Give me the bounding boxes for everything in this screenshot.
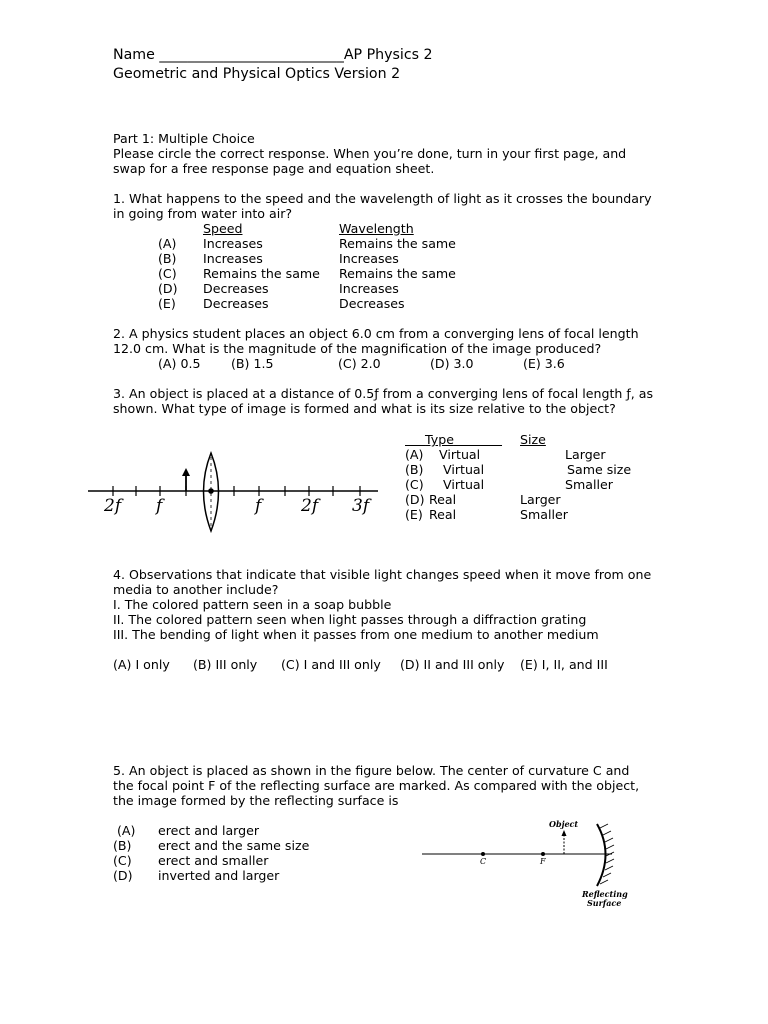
mirror-hatch (606, 859, 614, 863)
q1-option-wavelength: Decreases (339, 296, 405, 311)
page-title: Geometric and Physical Optics Version 2 (113, 66, 401, 82)
q1-header-wavelength: Wavelength (339, 221, 414, 236)
q4-text-line2: media to another include? (113, 582, 279, 597)
focal-point-dot (541, 852, 545, 856)
q3-header-size: Size (520, 432, 546, 447)
q1-option-letter[interactable]: (E) (158, 296, 176, 311)
q3-option-type: Real (429, 492, 457, 507)
surface-label-line2: Surface (587, 898, 622, 908)
mirror-diagram (422, 822, 622, 892)
course-label: AP Physics 2 (343, 47, 433, 63)
q1-option-speed: Decreases (203, 281, 269, 296)
instructions-line1: Please circle the correct response. When you’re done, turn in your first page, and (113, 146, 627, 161)
part1-heading: Part 1: Multiple Choice (113, 131, 255, 146)
q5-option-text: erect and the same size (158, 838, 310, 853)
q1-option-speed: Remains the same (203, 266, 320, 281)
object-arrow-head (562, 830, 567, 836)
label-3f-right: 3f (352, 496, 370, 516)
q5-option-letter[interactable]: (C) (113, 853, 132, 868)
q1-header-speed: Speed (203, 221, 243, 236)
name-label: Name (113, 47, 155, 63)
q1-option-speed: Increases (203, 236, 263, 251)
lens-center-dot (208, 488, 214, 494)
q3-option-type: Virtual (439, 447, 481, 462)
q3-option-type: Virtual (443, 462, 485, 477)
q4-choice-a[interactable]: (A) I only (113, 657, 170, 672)
label-2f-right: 2f (301, 496, 319, 516)
q4-statement-3: III. The bending of light when it passes from one medium to another medium (113, 627, 599, 642)
q1-text-line1: 1. What happens to the speed and the wavelength of light as it crosses the boundary (113, 191, 652, 206)
center-of-curvature-dot (481, 852, 485, 856)
q3-option-type: Real (429, 507, 457, 522)
q3-option-type: Virtual (443, 477, 485, 492)
q1-option-wavelength: Increases (339, 251, 399, 266)
name-line (113, 46, 433, 64)
q3-text-line1: 3. An object is placed at a distance of 0.5ƒ from a converging lens of focal length ƒ, as (113, 386, 654, 401)
label-2f-left: 2f (104, 496, 122, 516)
name-blank[interactable]: __________________________ (159, 47, 344, 63)
q3-option-size: Same size (567, 462, 632, 477)
f-label: F (540, 857, 546, 866)
q2-choice-d[interactable]: (D) 3.0 (430, 356, 474, 371)
q2-choice-e[interactable]: (E) 3.6 (523, 356, 565, 371)
q5-option-text: inverted and larger (158, 868, 280, 883)
lens-diagram (88, 445, 378, 540)
q5-option-text: erect and smaller (158, 853, 269, 868)
mirror-hatch (603, 831, 611, 835)
object-arrow-head (182, 468, 190, 476)
q3-text-line2: shown. What type of image is formed and what is its size relative to the object? (113, 401, 616, 416)
q1-option-wavelength: Remains the same (339, 236, 456, 251)
mirror-hatch (605, 838, 613, 842)
q1-option-speed: Decreases (203, 296, 269, 311)
q3-option-size: Smaller (565, 477, 613, 492)
c-label: C (480, 857, 487, 866)
q4-choice-d[interactable]: (D) II and III only (400, 657, 505, 672)
q2-choice-c[interactable]: (C) 2.0 (338, 356, 381, 371)
q3-option-letter[interactable]: (C) (405, 477, 424, 492)
q2-text-line2: 12.0 cm. What is the magnitude of the magnification of the image produced? (113, 341, 602, 356)
instructions-line2: swap for a free response page and equation sheet. (113, 161, 435, 176)
mirror-hatch (603, 873, 611, 877)
q2-choice-b[interactable]: (B) 1.5 (231, 356, 274, 371)
q2-choice-a[interactable]: (A) 0.5 (158, 356, 201, 371)
q3-option-letter[interactable]: (D) (405, 492, 425, 507)
q3-header-type: Type (425, 432, 454, 447)
label-f-left: f (156, 496, 163, 516)
q3-option-size: Smaller (520, 507, 568, 522)
q5-text-line3: the image formed by the reflecting surface is (113, 793, 399, 808)
q1-option-wavelength: Increases (339, 281, 399, 296)
surface-label-line1: Reflecting (582, 889, 628, 899)
q5-text-line1: 5. An object is placed as shown in the figure below. The center of curvature C and (113, 763, 630, 778)
q1-option-wavelength: Remains the same (339, 266, 456, 281)
q1-text-line2: in going from water into air? (113, 206, 293, 221)
q3-option-size: Larger (565, 447, 606, 462)
mirror-hatch (600, 880, 608, 884)
q3-option-letter[interactable]: (A) (405, 447, 424, 462)
mirror-hatch (600, 824, 608, 828)
mirror-hatch (606, 845, 614, 849)
q4-choice-c[interactable]: (C) I and III only (281, 657, 381, 672)
q5-option-letter[interactable]: (B) (113, 838, 132, 853)
q5-option-text: erect and larger (158, 823, 260, 838)
q4-statement-2: II. The colored pattern seen when light passes through a diffraction grating (113, 612, 587, 627)
q3-option-letter[interactable]: (E) (405, 507, 423, 522)
q4-choice-e[interactable]: (E) I, II, and III (520, 657, 608, 672)
q1-option-letter[interactable]: (B) (158, 251, 177, 266)
q4-choice-b[interactable]: (B) III only (193, 657, 258, 672)
object-label: Object (549, 819, 579, 829)
q5-option-letter[interactable]: (D) (113, 868, 133, 883)
q1-option-letter[interactable]: (D) (158, 281, 178, 296)
q1-option-letter[interactable]: (C) (158, 266, 177, 281)
mirror-hatch (605, 866, 613, 870)
q5-text-line2: the focal point F of the reflecting surface are marked. As compared with the object, (113, 778, 640, 793)
q4-text-line1: 4. Observations that indicate that visible light changes speed when it move from one (113, 567, 652, 582)
q2-text-line1: 2. A physics student places an object 6.0 cm from a converging lens of focal length (113, 326, 639, 341)
q5-option-letter[interactable]: (A) (117, 823, 136, 838)
q1-option-speed: Increases (203, 251, 263, 266)
q4-statement-1: I. The colored pattern seen in a soap bubble (113, 597, 392, 612)
q1-option-letter[interactable]: (A) (158, 236, 177, 251)
q3-option-letter[interactable]: (B) (405, 462, 424, 477)
label-f-right: f (255, 496, 262, 516)
q3-option-size: Larger (520, 492, 561, 507)
